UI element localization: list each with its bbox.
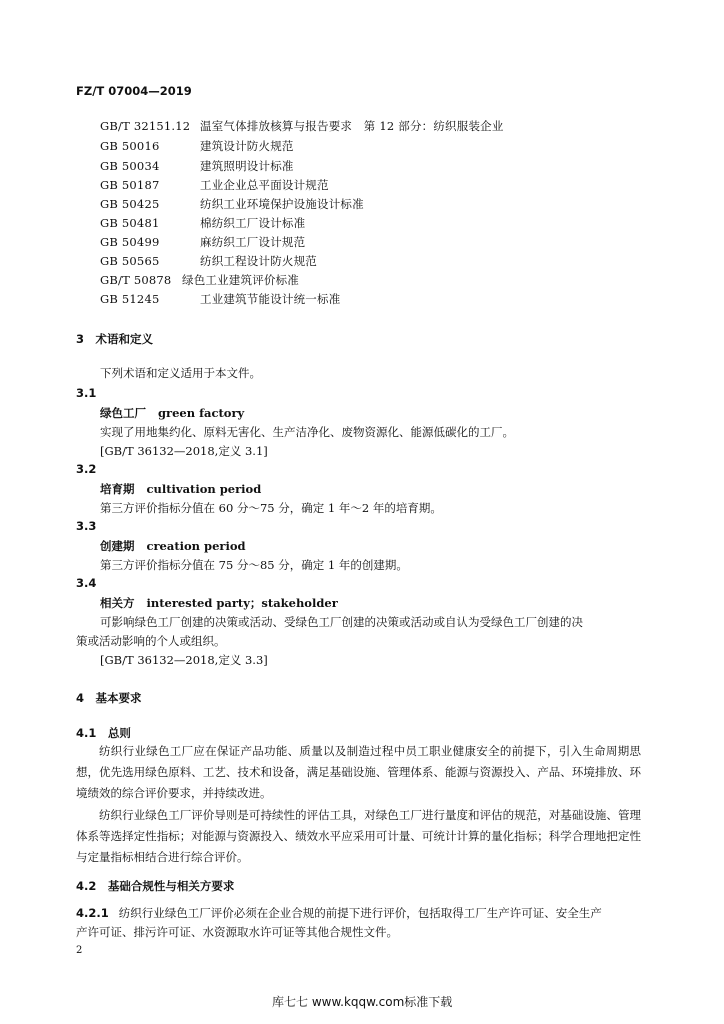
reference-item: GB/T 50878 绿色工业建筑评价标准	[100, 273, 299, 287]
section-4-1-paragraph-1: 纺织行业绿色工厂应在保证产品功能、质量以及制造过程中员工职业健康安全的前提下，引入生命周期思想，优先选用绿色原料、工艺、技术和设备，满足基础设施、管理体系、能源与资源投入、产品、环境排放、环境绩效的综合评价要求，并持续改进。	[76, 744, 641, 800]
term-number: 3.2	[76, 462, 97, 476]
term-title: 相关方 interested party；stakeholder	[100, 596, 338, 610]
term-definition-line-1: 可影响绿色工厂创建的决策或活动、受绿色工厂创建的决策或活动或自认为受绿色工厂创建的决	[100, 615, 583, 629]
term-definition: 实现了用地集约化、原料无害化、生产洁净化、废物资源化、能源低碳化的工厂。	[100, 425, 514, 439]
footer-watermark-text: 库七七 www.kqqw.com标准下载	[272, 995, 453, 1009]
term-source: [GB/T 36132—2018,定义 3.1]	[100, 444, 268, 458]
reference-item: GB 51245 工业建筑节能设计统一标准	[100, 292, 341, 306]
section-3-heading: 3 术语和定义	[76, 332, 154, 346]
term-source: [GB/T 36132—2018,定义 3.3]	[100, 653, 268, 667]
reference-item: GB 50481 棉纺织工厂设计标准	[100, 216, 306, 230]
term-definition: 第三方评价指标分值在 75 分～85 分，确定 1 年的创建期。	[100, 558, 408, 572]
term-title: 创建期 creation period	[100, 539, 246, 553]
page-number: 2	[76, 945, 83, 956]
section-4-heading: 4 基本要求	[76, 691, 142, 705]
reference-item: GB 50565 纺织工程设计防火规范	[100, 254, 317, 268]
reference-item: GB/T 32151.12 温室气体排放核算与报告要求 第 12 部分：纺织服装企业	[100, 119, 504, 133]
reference-item: GB 50187 工业企业总平面设计规范	[100, 178, 329, 192]
term-number: 3.3	[76, 519, 97, 533]
term-number: 3.4	[76, 576, 97, 590]
reference-item: GB 50425 纺织工业环境保护设施设计标准	[100, 197, 364, 211]
section-4-2-heading: 4.2 基础合规性与相关方要求	[76, 879, 235, 893]
standard-number: FZ/T 07004—2019	[76, 84, 192, 98]
section-4-1-heading: 4.1 总则	[76, 726, 131, 740]
reference-item: GB 50034 建筑照明设计标准	[100, 159, 294, 173]
reference-item: GB 50016 建筑设计防火规范	[100, 139, 294, 153]
section-3-intro: 下列术语和定义适用于本文件。	[100, 366, 261, 380]
term-title: 绿色工厂 green factory	[100, 406, 245, 420]
term-number: 3.1	[76, 386, 97, 400]
reference-item: GB 50499 麻纺织工厂设计规范	[100, 235, 306, 249]
clause-4-2-1-line-1: 4.2.1 纺织行业绿色工厂评价必须在企业合规的前提下进行评价，包括取得工厂生产许可证、安全生产	[76, 906, 602, 920]
term-definition: 第三方评价指标分值在 60 分～75 分，确定 1 年～2 年的培育期。	[100, 501, 442, 515]
section-4-1-paragraph-2: 纺织行业绿色工厂评价导则是可持续性的评估工具，对绿色工厂进行量度和评估的规范，对基础设施、管理体系等选择定性指标；对能源与资源投入、绩效水平应采用可计量、可统计计算的量化指标；科学合理地把定性与定量指标相结合进行综合评价。	[76, 808, 641, 864]
term-title: 培育期 cultivation period	[100, 482, 262, 496]
term-definition-line-2: 策或活动影响的个人或组织。	[76, 634, 226, 648]
clause-4-2-1-line-2: 产许可证、排污许可证、水资源取水许可证等其他合规性文件。	[76, 925, 398, 939]
